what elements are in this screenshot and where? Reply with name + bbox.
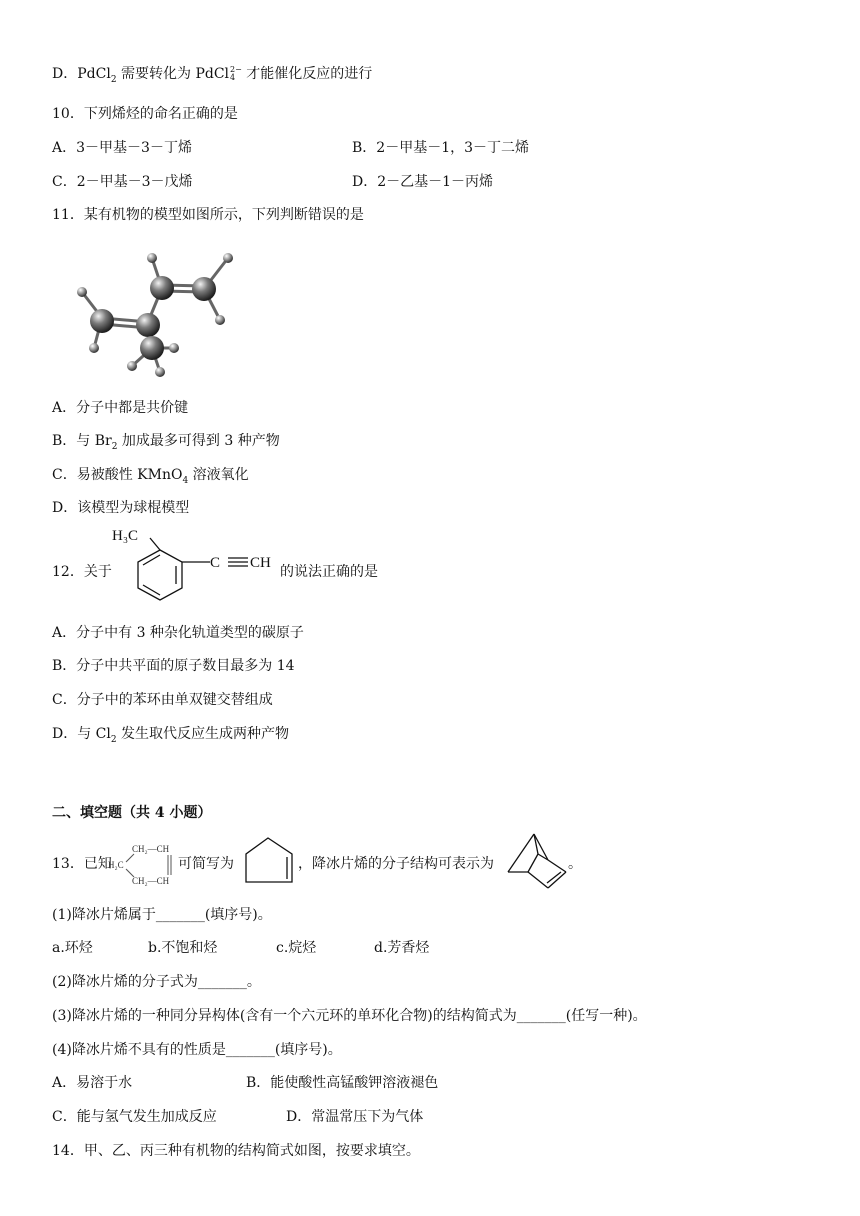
q13-part4-option-d: D．常温常压下为气体: [286, 1109, 424, 1125]
q10-stem: 10．下列烯烃的命名正确的是: [52, 106, 238, 122]
q13-part1-choice-d: d.芳香烃: [374, 940, 430, 956]
cyclopentene-skeletal-structure: [238, 834, 298, 890]
q12-option-b: B．分子中共平面的原子数目最多为 14: [52, 658, 295, 674]
q12-stem-prefix: 12．关于: [52, 564, 112, 580]
q10-option-d: D．2－乙基－1－丙烯: [352, 174, 494, 190]
q11-option-d: D．该模型为球棍模型: [52, 500, 190, 516]
q11-stem: 11．某有机物的模型如图所示，下列判断错误的是: [52, 207, 364, 223]
h3c-label: H₃C: [112, 528, 139, 544]
q13-part4-option-b: B．能使酸性高锰酸钾溶液褪色: [246, 1075, 439, 1091]
svg-text:CH₂—CH: CH₂—CH: [132, 844, 170, 854]
q13-part1-choice-c: c.烷烃: [276, 940, 317, 956]
q13-stem-end: 。: [568, 856, 582, 872]
section-heading: 二、填空题（共 4 小题）: [52, 805, 212, 821]
q12-stem-suffix: 的说法正确的是: [280, 564, 378, 580]
norbornene-skeletal-structure: [504, 830, 570, 892]
q13-stem-mid: 可简写为: [178, 856, 234, 872]
q12-option-d: D．与 $Cl_2$ 发生取代反应生成两种产物: [52, 726, 290, 745]
svg-text:CH₂—CH: CH₂—CH: [132, 876, 170, 886]
q13-part1: (1)降冰片烯属于_______(填序号)。: [52, 907, 272, 923]
q10-option-a: A．3－甲基－3－丁烯: [52, 140, 192, 156]
q13-part1-choice-b: b.不饱和烃: [148, 940, 218, 956]
option-letter: D．: [52, 66, 78, 82]
q13-part4: (4)降冰片烯不具有的性质是_______(填序号)。: [52, 1042, 342, 1058]
methylphenylacetylene-structure: [110, 524, 280, 612]
q13-part4-option-c: C．能与氢气发生加成反应: [52, 1109, 217, 1125]
q14-stem: 14．甲、乙、丙三种有机物的结构简式如图，按要求填空。: [52, 1143, 420, 1159]
c-label: C: [210, 555, 221, 571]
q9-option-d: D．PdCl$_2$ 需要转化为 PdCl2− 4 才能催化反应的进行: [52, 65, 373, 85]
q13-part2: (2)降冰片烯的分子式为_______。: [52, 974, 261, 990]
q13-stem-mid2: ，降冰片烯的分子结构可表示为: [298, 856, 494, 872]
q13-part3: (3)降冰片烯的一种同分异构体(含有一个六元环的单环化合物)的结构简式为_______(任写一种)。: [52, 1008, 647, 1024]
q11-option-c: C．易被酸性 KMnO$_4$ 溶液氧化: [52, 467, 249, 486]
q11-option-b: B．与 $Br_2$ 加成最多可得到 3 种产物: [52, 433, 280, 452]
q10-option-b: B．2－甲基－1，3－丁二烯: [352, 140, 530, 156]
q13-part4-option-a: A．易溶于水: [52, 1075, 133, 1091]
cyclopentene-condensed-structure: [108, 840, 178, 888]
q11-option-a: A．分子中都是共价键: [52, 400, 189, 416]
q10-option-c: C．2－甲基－3－戊烯: [52, 174, 193, 190]
ch-label: CH: [250, 555, 271, 571]
ball-and-stick-model-figure: [66, 242, 246, 380]
q12-option-a: A．分子中有 3 种杂化轨道类型的碳原子: [52, 625, 304, 641]
q13-part1-choice-a: a.环烃: [52, 940, 93, 956]
q12-option-c: C．分子中的苯环由单双键交替组成: [52, 692, 273, 708]
q13-stem-prefix: 13．已知: [52, 856, 112, 872]
svg-text:H₂C: H₂C: [108, 860, 124, 870]
